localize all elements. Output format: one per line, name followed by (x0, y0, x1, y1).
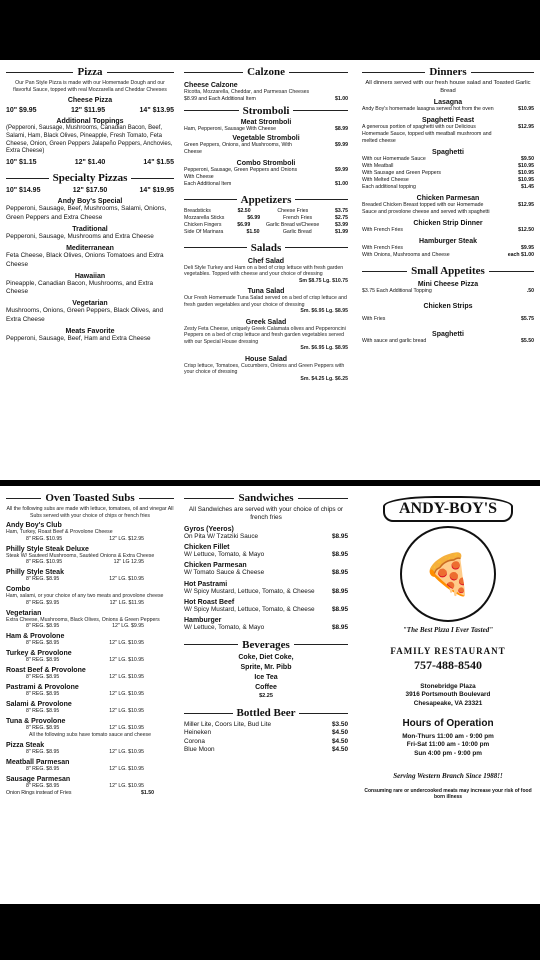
sandwich-line: W/ Lettuce, Tomato, & Mayo $8.95 (184, 550, 348, 558)
combo-stromboli-line: Pepperoni, Sausage, Green Peppers and Onions With Cheese $9.99 (184, 166, 348, 180)
salads-heading: Salads (184, 242, 348, 254)
family-restaurant-label: FAMILY RESTAURANT (390, 646, 506, 656)
sandwich-line: W/ Tomato Sauce & Cheese $8.95 (184, 569, 348, 577)
appetizer-row: Side Of Marinara $1.50 Garlic Bread $1.99 (184, 228, 348, 235)
sandwich-list (184, 526, 348, 633)
logo-brand: ANDY-BOY'S (383, 496, 513, 522)
sub-name: Meatball Parmesan (6, 758, 70, 766)
subs-intro: All the following subs are made with lettuce, tomatoes, oil and vinegar All Subs served with your choice of chips or french fries (6, 506, 174, 519)
specialty-list (6, 198, 174, 343)
combo-stromboli-name: Combo Stromboli (236, 159, 296, 167)
toppings-heading: Additional Toppings (56, 118, 124, 125)
appetizer-row: Chicken Fingers $6.99 Garlic Bread w/Cheese $3.99 (184, 221, 348, 228)
calzone-desc: Ricotta, Mozzarella, Cheddar, and Parmesan Cheeses (184, 89, 310, 95)
sub-prices: 8" REG. $8.95 12" LG. $10.95 (26, 725, 144, 732)
sub-prices: 8" REG. $8.95 12" LG. $10.95 (26, 748, 144, 755)
hamburger-steak-option: With French Fries $9.95 (362, 245, 534, 252)
beer-row: Blue Moon $4.50 (184, 746, 348, 754)
sub-desc: Steak W/ Sauteed Mushrooms, Sautéed Onions & Extra Cheese (6, 552, 155, 559)
chicken-strip-dinner-line: With French Fries $12.50 (362, 227, 534, 234)
sandwich-name: Hot Roast Beef (184, 598, 235, 606)
pizza-column (6, 60, 174, 480)
specialty-item-desc: Pepperoni, Sausage, Beef, Ham and Extra Cheese (6, 335, 151, 343)
specialty-heading: Specialty Pizzas (6, 172, 174, 184)
sub-name: Vegetarian (6, 609, 42, 617)
sub-name: Pastrami & Provolone (6, 684, 79, 692)
sub-name: Ham & Provolone (6, 633, 65, 641)
sandwiches-heading: Sandwiches (184, 492, 348, 504)
sub-name: Turkey & Provolone (6, 650, 72, 658)
spaghetti-option: With our Homemade Sauce $9.50 (362, 156, 534, 163)
beer-heading: Bottled Beer (184, 707, 348, 719)
sandwich-line: W/ Lettuce, Tomato, & Mayo $8.95 (184, 624, 348, 632)
sub-name: Tuna & Provolone (6, 718, 66, 726)
subs-column (6, 486, 174, 904)
specialty-item-desc: Pepperoni, Sausage, Beef, Mushrooms, Salami, Onions, Green Peppers and Extra Cheese (6, 205, 167, 221)
lasagna-name: Lasagna (433, 99, 463, 107)
cheese-pizza-prices: 10" $9.95 12" $11.95 14" $13.95 (6, 107, 174, 114)
salad-price: Sm. $6.95 Lg. $8.95 (300, 308, 348, 315)
specialty-item-desc: Pineapple, Canadian Bacon, Mushrooms, and Extra Cheese (6, 279, 154, 296)
sub-name: Andy Boy's Club (6, 522, 62, 529)
sandwich-name: Chicken Parmesan (184, 562, 247, 570)
calzone-price-line: $8.99 and Each Additional Item $1.00 (184, 95, 348, 102)
specialty-item-name: Traditional (72, 225, 108, 233)
sub-desc: Extra Cheese, Mushrooms, Black Olives, Onions & Green Peppers (6, 616, 160, 623)
specialty-item-desc: Pepperoni, Sausage, Mushrooms and Extra Cheese (6, 232, 154, 240)
specialty-item-name: Hawaiian (74, 272, 106, 280)
sub-name: Combo (6, 586, 31, 594)
salad-name: House Salad (244, 355, 287, 363)
sub-prices: 8" REG. $10.95 12" LG 12.95 (26, 559, 144, 566)
chicken-parm-line: Breaded Chicken Breast topped with our Homemade Sauce and provolone cheese and served with spaghetti $12.95 (362, 202, 534, 216)
salad-price: Sm. $6.95 Lg. $8.95 (300, 345, 348, 352)
sub-prices: 8" REG. $8.95 12" LG. $10.95 (26, 674, 144, 681)
salad-desc: Our Fresh Homemade Tuna Salad served on a bed of crisp lettuce and fresh garden vegetables and your choice of dressing (184, 295, 347, 308)
salad-price: Sm $8.75 Lg. $10.75 (298, 277, 348, 284)
appetizer-list (184, 208, 348, 236)
beer-row: Miller Lite, Coors Lite, Bud Lite $3.50 (184, 721, 348, 729)
subs-note: All the following subs have tomato sauce and cheese (29, 732, 151, 739)
hamburger-steak-list (362, 245, 534, 259)
logo-tagline: "The Best Pizza I Ever Tasted" (402, 626, 494, 634)
spaghetti-list (362, 156, 534, 191)
sub-list-2 (6, 742, 174, 790)
hours-list: Mon-Thurs 11:00 am - 9:00 pm Fri-Sat 11:00 am - 10:00 pm Sun 4:00 pm - 9:00 pm (402, 732, 494, 757)
veg-stromboli-line: Green Peppers, Onions, and Mushrooms, With Cheese $9.99 (184, 141, 348, 155)
beer-row: Heineken $4.50 (184, 729, 348, 737)
dinners-intro: All dinners served with our fresh house salad and Toasted Garlic Bread (365, 80, 531, 94)
appetizers-heading: Appetizers (184, 194, 348, 206)
sub-name: Pizza Steak (6, 741, 45, 749)
spaghetti-option: Each additional topping $1.45 (362, 184, 534, 191)
beer-list (184, 721, 348, 754)
restaurant-logo (383, 496, 513, 634)
sub-prices: 8" REG. $8.95 12" LG. $10.95 (26, 708, 144, 715)
mini-pizza-line: $3.75 Each Additional Topping .50 (362, 288, 534, 295)
menu-page-bottom (0, 486, 540, 904)
sub-prices: 8" REG. $9.95 12" LG. $11.95 (26, 599, 144, 606)
spaghetti-name: Spaghetti (432, 149, 464, 157)
specialty-prices: 10" $14.95 12" $17.50 14" $19.95 (6, 187, 174, 195)
sub-prices: 8" REG. $8.95 12" LG. $9.95 (26, 623, 144, 630)
toppings-desc: (Pepperoni, Sausage, Mushrooms, Canadian Bacon, Beef, Salami, Ham, Black Olives, Pineapple, Fresh Tomato, Feta Cheese, Onion, Green Peppers Jalapeño Peppers, Anchovies, Extra Cheese) (6, 125, 173, 155)
specialty-item-desc: Feta Cheese, Black Olives, Onions Tomatoes and Extra Cheese (6, 252, 164, 268)
cheese-pizza-name: Cheese Pizza (67, 97, 113, 104)
calzone-column (184, 60, 348, 480)
spaghetti-option: With Melted Cheese $10.95 (362, 177, 534, 184)
spaghetti-option: With Sausage and Green Peppers $10.95 (362, 170, 534, 177)
appetizer-row: Mozzarella Sticks $6.99 French Fries $2.75 (184, 214, 348, 221)
salad-name: Greek Salad (245, 318, 287, 326)
sub-name: Roast Beef & Provolone (6, 667, 86, 675)
salad-desc: Zesty Feta Cheese, uniquely Greek Calamata olives and Pepperoncini Peppers on a bed of crisp lettuce and fresh garden vegetables served with our Special House dressing (184, 325, 346, 345)
beverage-list: Coke, Diet Coke, Sprite, Mr. Pibb Ice Tea Coffee $2.25 (238, 653, 294, 700)
onion-rings-line: Onion Rings instead of Fries $1.50 (6, 789, 154, 796)
chicken-strips-name: Chicken Strips (423, 303, 473, 311)
specialty-item-name: Vegetarian (72, 300, 108, 308)
specialty-item-desc: Mushrooms, Onions, Green Peppers, Black Olives, and Extra Cheese (6, 307, 163, 323)
sandwiches-intro: All Sandwiches are served with your choice of chips or french fries (188, 506, 344, 522)
salad-desc: Crisp lettuce, Tomatoes, Cucumbers, Onions and Green Peppers with your choice of dressing (184, 362, 345, 376)
sub-prices: 8" REG. $8.95 12" LG. $10.95 (26, 765, 144, 772)
sandwich-name: Hot Pastrami (184, 580, 228, 588)
sub-desc: Ham, Turkey, Roast Beef & Provolone Cheese (6, 529, 113, 535)
small-spaghetti-name: Spaghetti (432, 331, 464, 339)
info-column (362, 486, 534, 904)
sub-desc: Ham, salami, or your choice of any two meats and provolone cheese (6, 593, 164, 600)
sub-prices: 8" REG. $8.95 12" LG. $10.95 (26, 691, 144, 698)
sub-name: Philly Style Steak (6, 569, 64, 577)
beer-row: Corona $4.50 (184, 737, 348, 745)
slogan: Serving Western Branch Since 1988!! (393, 771, 503, 780)
phone-number: 757-488-8540 (414, 658, 482, 672)
salad-price: Sm. $4.25 Lg. $6.25 (300, 375, 348, 382)
hours-heading: Hours of Operation (402, 717, 494, 729)
menu-page-top (0, 60, 540, 480)
spaghetti-feast-name: Spaghetti Feast (421, 117, 475, 125)
chicken-strip-dinner-name: Chicken Strip Dinner (413, 220, 483, 228)
sub-name: Salami & Provolone (6, 701, 72, 709)
spaghetti-option: With Meatball $10.95 (362, 163, 534, 170)
chicken-parm-name: Chicken Parmesan (416, 195, 480, 203)
salad-name: Chef Salad (247, 257, 285, 265)
specialty-item-name: Andy Boy's Special (57, 198, 123, 206)
appetizer-row: Breadsticks $2.50 Cheese Fries $3.75 (184, 207, 348, 214)
sandwich-name: Chicken Fillet (184, 543, 230, 551)
sandwich-line: On Pita W/ Tzatziki Sauce $8.95 (184, 532, 348, 540)
salad-name: Tuna Salad (247, 288, 285, 296)
subs-heading: Oven Toasted Subs (6, 492, 174, 504)
sub-prices: 8" REG. $8.95 12" LG. $10.95 (26, 640, 144, 647)
pizza-intro: Our Pan Style Pizza is made with our Homemade Dough and our flavorful Sauce, topped with real Mozzarella and Cheddar Cheeses (13, 80, 167, 93)
pizza-heading: Pizza (6, 66, 174, 78)
dinners-column (362, 60, 534, 480)
sandwich-line: W/ Spicy Mustard, Lettuce, Tomato, & Cheese $8.95 (184, 605, 348, 613)
specialty-item-name: Mediterranean (66, 245, 114, 253)
chicken-strips-line: With Fries $5.75 (362, 316, 534, 323)
beverages-heading: Beverages (184, 639, 348, 651)
veg-stromboli-name: Vegetable Stromboli (232, 134, 300, 142)
hamburger-steak-name: Hamburger Steak (419, 238, 477, 246)
meat-stromboli-line: Ham, Pepperoni, Sausage With Cheese $8.99 (184, 125, 348, 132)
mini-pizza-name: Mini Cheese Pizza (417, 281, 479, 289)
sub-list (6, 522, 174, 732)
lasagna-line: Andy Boy's homemade lasagna served hot from the oven $10.95 (362, 106, 534, 113)
spaghetti-feast-line: A generous portion of spaghetti with our Delicious Homemade Sauce, topped with meatball mushroom and melted cheese $12.95 (362, 124, 534, 145)
small-spaghetti-line: With sauce and garlic bread $5.50 (362, 338, 534, 345)
address: Stonebridge Plaza 3916 Portsmouth Boulevard Chesapeake, VA 23321 (405, 683, 491, 707)
pizza-chef-icon: 🍕 (400, 526, 496, 622)
dinners-heading: Dinners (362, 66, 534, 78)
sandwiches-column (184, 486, 348, 904)
combo-add-line: Each Additional Item $1.00 (184, 180, 348, 187)
toppings-prices: 10" $1.15 12" $1.40 14" $1.55 (6, 159, 174, 167)
specialty-item-name: Meats Favorite (65, 328, 115, 336)
salad-list (184, 258, 348, 383)
small-appetites-heading: Small Appetites (362, 265, 534, 277)
meat-stromboli-name: Meat Stromboli (240, 118, 292, 126)
sub-name: Philly Style Steak Deluxe (6, 545, 89, 553)
cheese-calzone-name: Cheese Calzone (184, 82, 238, 89)
calzone-heading: Calzone (184, 66, 348, 78)
hamburger-steak-option: With Onions, Mushrooms and Cheese each $1.00 (362, 252, 534, 259)
stromboli-heading: Stromboli (184, 105, 348, 117)
sub-prices: 8" REG. $10.95 12" LG. $12.95 (26, 535, 144, 542)
salad-desc: Deli Style Turkey and Ham on a bed of crisp lettuce with fresh garden vegetables. Topped with cheese and your choice of dressing (184, 264, 344, 278)
disclaimer: Consuming rare or undercooked meats may increase your risk of food born illness (364, 787, 532, 800)
sandwich-line: W/ Spicy Mustard, Lettuce, Tomato, & Cheese $8.95 (184, 587, 348, 595)
sub-prices: 8" REG. $8.95 12" LG. $10.95 (26, 782, 144, 789)
sub-name: Sausage Parmesan (6, 775, 71, 783)
sandwich-name: Gyros (Yeeros) (184, 525, 234, 533)
sandwich-name: Hamburger (184, 617, 222, 625)
sub-prices: 8" REG. $8.95 12" LG. $10.95 (26, 657, 144, 664)
sub-prices: 8" REG. $8.95 12" LG. $10.95 (26, 576, 144, 583)
